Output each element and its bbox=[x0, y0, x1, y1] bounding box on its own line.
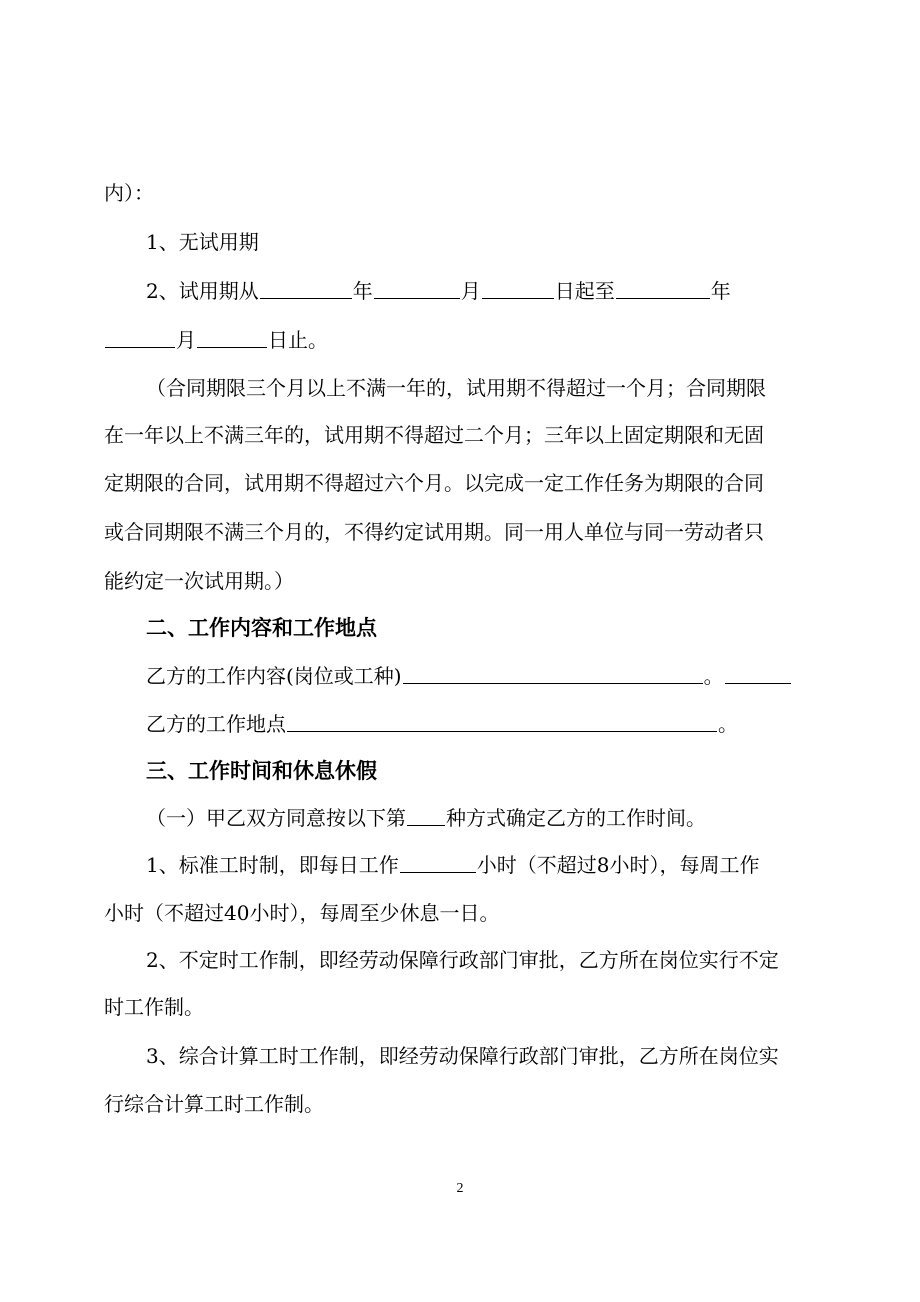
text-line bbox=[104, 176, 820, 210]
probation-period-line bbox=[146, 274, 820, 308]
text-fragment: 定期限的合同，试用期不得超过六个月。以完成一定工作任务为期限的合同 bbox=[104, 471, 764, 495]
text-fragment: （合同期限三个月以上不满一年的，试用期不得超过一个月；合同期限 bbox=[146, 376, 766, 400]
text-fragment: 种方式确定乙方的工作时间。 bbox=[446, 806, 706, 830]
text-fragment: 。 bbox=[703, 664, 724, 688]
blank-field[interactable] bbox=[400, 848, 476, 873]
blank-field[interactable] bbox=[616, 274, 710, 299]
work-time-choice-line bbox=[146, 801, 820, 835]
text-fragment: 2、试用期从 bbox=[146, 279, 259, 303]
text-fragment: 日止。 bbox=[268, 328, 328, 352]
text-fragment: 小时（不超过40小时），每周至少休息一日。 bbox=[104, 901, 500, 925]
text-fragment: 。 bbox=[718, 712, 738, 736]
text-line bbox=[146, 1039, 820, 1073]
text-fragment: 时工作制。 bbox=[104, 995, 204, 1019]
text-line bbox=[104, 564, 820, 598]
blank-field[interactable] bbox=[287, 707, 717, 732]
text-line bbox=[104, 990, 820, 1024]
text-fragment: （一）甲乙双方同意按以下第 bbox=[146, 806, 406, 830]
text-fragment: 1、无试用期 bbox=[146, 230, 259, 254]
text-fragment: 2、不定时工作制，即经劳动保障行政部门审批，乙方所在岗位实行不定 bbox=[146, 948, 779, 972]
blank-field[interactable] bbox=[197, 323, 267, 348]
job-content-line bbox=[146, 659, 820, 693]
heading-text: 二、工作内容和工作地点 bbox=[146, 616, 377, 640]
text-fragment: 行综合计算工时工作制。 bbox=[104, 1092, 324, 1116]
text-line bbox=[146, 225, 820, 259]
text-fragment: 1、标准工时制，即每日工作 bbox=[146, 853, 399, 877]
blank-field[interactable] bbox=[260, 274, 352, 299]
text-line bbox=[104, 418, 820, 452]
blank-field[interactable] bbox=[407, 801, 445, 826]
text-line bbox=[104, 515, 820, 549]
text-line bbox=[146, 371, 820, 405]
blank-field[interactable] bbox=[403, 659, 703, 684]
text-line bbox=[146, 943, 820, 977]
section-heading bbox=[146, 611, 820, 645]
text-fragment: 月 bbox=[176, 328, 196, 352]
text-fragment: 乙方的工作内容(岗位或工种) bbox=[146, 664, 402, 688]
text-fragment: 内）： bbox=[104, 181, 154, 205]
page-number: 2 bbox=[456, 1181, 464, 1196]
standard-hours-line bbox=[146, 848, 820, 882]
probation-period-line-end bbox=[104, 323, 820, 357]
heading-text: 三、工作时间和休息休假 bbox=[146, 759, 377, 783]
section-heading bbox=[146, 754, 820, 788]
text-fragment: 3、综合计算工时工作制，即经劳动保障行政部门审批，乙方所在岗位实 bbox=[146, 1044, 779, 1068]
text-line bbox=[104, 896, 820, 930]
text-fragment: 小时（不超过8小时），每周工作 bbox=[476, 853, 760, 877]
text-fragment: 能约定一次试用期。） bbox=[104, 569, 294, 593]
job-location-line bbox=[146, 707, 820, 741]
blank-field[interactable] bbox=[105, 323, 175, 348]
blank-field[interactable] bbox=[725, 659, 791, 684]
blank-field[interactable] bbox=[374, 274, 460, 299]
blank-field[interactable] bbox=[482, 274, 554, 299]
text-line bbox=[104, 1087, 820, 1121]
text-fragment: 或合同期限不满三个月的，不得约定试用期。同一用人单位与同一劳动者只 bbox=[104, 520, 764, 544]
text-fragment: 在一年以上不满三年的，试用期不得超过二个月；三年以上固定期限和无固 bbox=[104, 423, 764, 447]
text-fragment: 年 bbox=[710, 279, 731, 303]
text-fragment: 年 bbox=[352, 279, 373, 303]
text-fragment: 日起至 bbox=[554, 279, 615, 303]
text-fragment: 月 bbox=[460, 279, 481, 303]
text-line bbox=[104, 466, 820, 500]
text-fragment: 乙方的工作地点 bbox=[146, 712, 286, 736]
